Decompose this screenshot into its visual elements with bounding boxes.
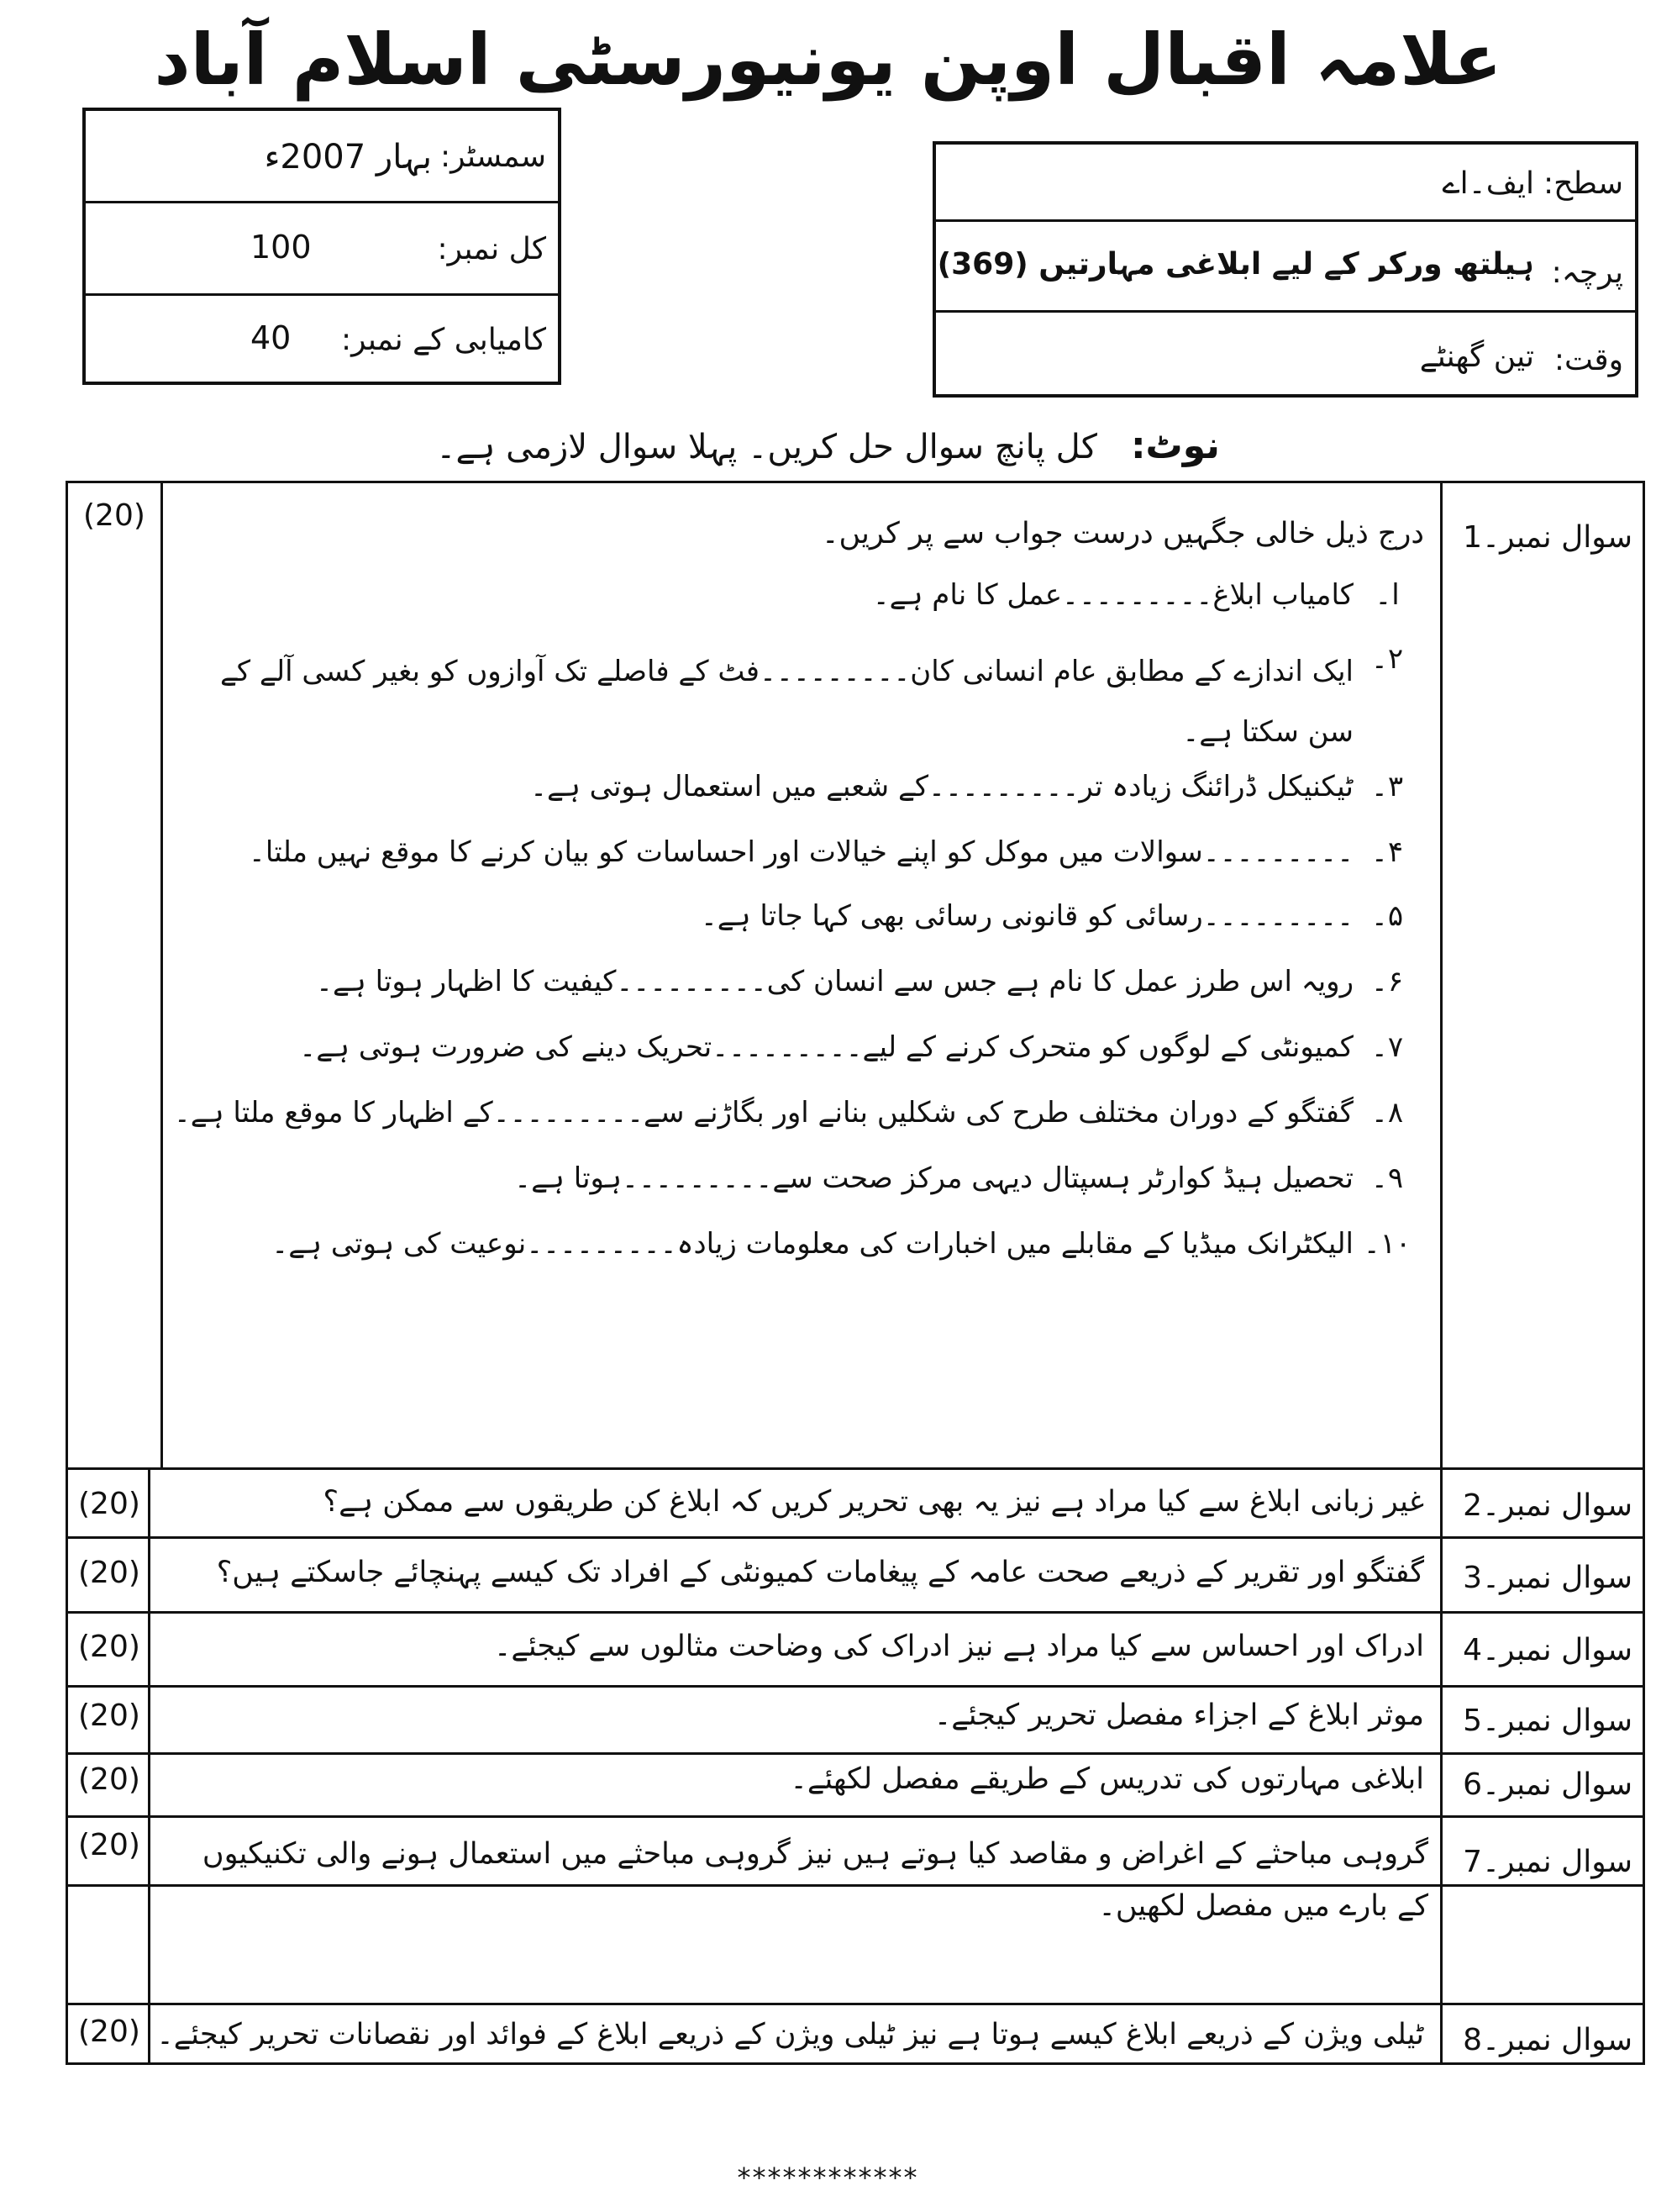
paper-row <box>936 222 1635 313</box>
pass-marks-label: کامیابی کے نمبر: <box>340 323 546 357</box>
question-4-text: ادراک اور احساس سے کیا مراد ہے نیز ادراک کی وضاحت مثالوں سے کیجئے۔ <box>493 1630 1424 1663</box>
row-divider <box>68 1815 1643 1818</box>
question-6-text: ابلاغی مہارتوں کی تدریس کے طریقے مفصل لکھئے۔ <box>790 1762 1424 1796</box>
level-value: ایف۔اے <box>1442 166 1534 201</box>
paper-label: پرچہ: <box>1551 255 1623 290</box>
question-4-marks: (20) <box>78 1630 140 1664</box>
question-4-label: سوال نمبر۔4 <box>1463 1633 1632 1667</box>
question-5-label: سوال نمبر۔5 <box>1463 1704 1632 1738</box>
university-title: علامہ اقبال اوپن یونیورسٹی اسلام آباد <box>154 18 1502 101</box>
semester-label: سمسٹر: <box>440 140 546 174</box>
semester-value: بہار 2007ء <box>264 138 432 176</box>
marks-column-divider-q1 <box>160 483 163 1467</box>
row-divider <box>68 1467 1643 1470</box>
paper-info-box <box>933 141 1638 398</box>
question-1-label: سوال نمبر۔1 <box>1463 520 1632 555</box>
question-2-label: سوال نمبر۔2 <box>1463 1488 1632 1523</box>
semester-row <box>86 111 558 203</box>
label-column-divider <box>1440 483 1443 2062</box>
question-8-label: سوال نمبر۔8 <box>1463 2023 1632 2057</box>
note-label: نوٹ: <box>1130 424 1220 467</box>
question-5-text: موثر ابلاغ کے اجزاء مفصل تحریر کیجئے۔ <box>933 1698 1424 1732</box>
question-3-text: گفتگو اور تقریر کے ذریعے صحت عامہ کے پیغامات کمیونٹی کے افراد تک کیسے پہنچائے جاسکتے ہیں؟ <box>216 1556 1424 1589</box>
question-2-marks: (20) <box>78 1487 140 1521</box>
instructions-note <box>0 424 1656 467</box>
question-6-marks: (20) <box>78 1762 140 1797</box>
row-divider <box>68 1536 1643 1539</box>
semester-info-box <box>82 108 561 385</box>
time-value: تین گھنٹے <box>1419 340 1534 374</box>
question-3-label: سوال نمبر۔3 <box>1463 1561 1632 1595</box>
question-7-text: گروہی مباحثے کے اغراض و مقاصد کیا ہوتے ہیں نیز گروہی مباحثے میں استعمال ہونے والی تکنیکیوں کے بارے میں مفصل لکھیں۔ <box>202 1837 1428 1923</box>
end-stars: ************ <box>737 2162 919 2194</box>
question-2-text: غیر زبانی ابلاغ سے کیا مراد ہے نیز یہ بھی تحریر کریں کہ ابلاغ کن طریقوں سے ممکن ہے؟ <box>323 1485 1424 1519</box>
question-3-marks: (20) <box>78 1556 140 1590</box>
row-divider <box>68 1685 1643 1688</box>
question-1-text: درج ذیل خالی جگہیں درست جواب سے پر کریں۔ <box>821 517 1424 550</box>
level-label: سطح: <box>1543 166 1623 201</box>
row-divider <box>68 1752 1643 1755</box>
question-5-marks: (20) <box>78 1698 140 1733</box>
question-6-label: سوال نمبر۔6 <box>1463 1767 1632 1802</box>
question-7-label: سوال نمبر۔7 <box>1463 1845 1632 1879</box>
time-label: وقت: <box>1553 343 1623 377</box>
questions-table <box>66 481 1645 2065</box>
paper-value: ہیلتھ ورکر کے لیے ابلاغی مہارتیں (369) <box>937 247 1534 282</box>
question-8-text: ٹیلی ویژن کے ذریعے ابلاغ کیسے ہوتا ہے نیز ٹیلی ویژن کے ذریعے ابلاغ کے فوائد اور نقصانات تحریر کیجئے۔ <box>156 2018 1424 2051</box>
row-divider <box>68 1611 1643 1614</box>
note-text: کل پانچ سوال حل کریں۔ پہلا سوال لازمی ہے۔ <box>436 428 1097 466</box>
row-divider <box>68 2003 1643 2005</box>
time-row <box>936 313 1635 397</box>
total-marks-row <box>86 203 558 296</box>
question-7-marks: (20) <box>78 1828 140 1862</box>
pass-marks-row <box>86 296 558 385</box>
level-row <box>936 145 1635 222</box>
total-marks-label: کل نمبر: <box>437 232 546 266</box>
question-1-marks: (20) <box>83 498 145 533</box>
question-8-marks: (20) <box>78 2014 140 2049</box>
question-1-items: ا۔ کامیاب ابلاغ۔۔۔۔۔۔۔۔۔عمل کا نام ہے۔ ۲۔ ایک اندازے کے مطابق عام انسانی کان۔۔۔۔۔۔۔۔۔فٹ کے فاصلے تک آوازوں کو بغیر کسی آلے کے سن سکتا ہے۔ ۳۔ ٹیکنیکل ڈرائنگ زیادہ تر۔۔۔۔۔۔۔۔۔کے شعبے میں استعمال ہوتی ہے۔ ۴۔ ۔۔۔۔۔۔۔۔۔سوالات میں موکل کو اپنے خیالات اور احساسات کو بیان کرنے کا موقع نہیں ملتا۔ ۵۔ ۔۔۔۔۔۔۔۔۔رسائی کو قانونی رسائی بھی کہا جاتا ہے۔ ۶۔ رویہ اس طرز عمل کا نام ہے جس سے انسان کی۔۔۔۔۔۔۔۔۔کیفیت کا اظہار ہوتا ہے۔ ۷۔ کمیونٹی کے لوگوں کو متحرک کرنے کے لیے۔۔۔۔۔۔۔۔۔تحریک دینے کی ضرورت ہوتی ہے۔ ۸۔ گفتگو کے دوران مختلف طرح کی شکلیں بنانے اور بگاڑنے سے۔۔۔۔۔۔۔۔۔کے اظہار کا موقع ملتا ہے۔ ۹۔ تحصیل ہیڈ کوارٹر ہسپتال دیہی مرکز صحت سے۔۔۔۔۔۔۔۔۔ہوتا ہے۔ ۱۰۔ الیکٹرانک میڈیا کے مقابلے میں اخبارات کی معلومات زیادہ۔۔۔۔۔۔۔۔۔نوعیت کی ہوتی ہے۔ <box>173 578 1412 1261</box>
pass-marks-value: 40 <box>250 319 292 356</box>
marks-column-divider <box>148 1467 150 2062</box>
total-marks-value: 100 <box>250 229 312 266</box>
